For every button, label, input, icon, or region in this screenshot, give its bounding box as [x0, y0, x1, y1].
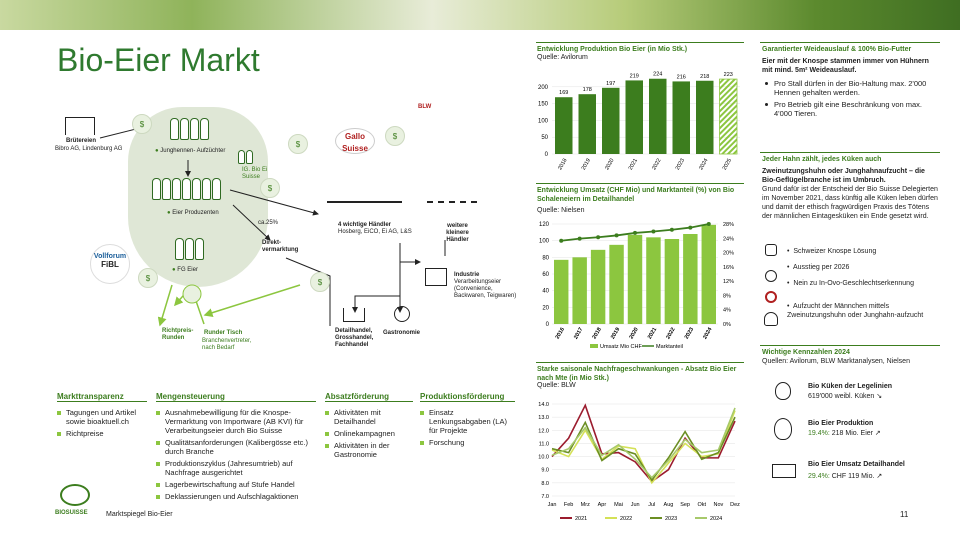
rooster-icon — [764, 312, 778, 326]
small-traders-icon — [427, 201, 477, 217]
data-point — [596, 235, 600, 239]
bar — [572, 257, 586, 324]
x-tick-label: 2018 — [557, 157, 569, 172]
chick-icon — [775, 382, 791, 400]
direct-share: ca.25% — [258, 220, 279, 226]
chart1-source: Quelle: Avilorum — [537, 54, 588, 61]
chart3-source: Quelle: BLW — [537, 382, 576, 389]
x-tick-label: 2020 — [604, 157, 616, 172]
chart1-title: Entwicklung Produktion Bio Eier (in Mio Stk.) — [537, 46, 688, 53]
kpi-source: Quellen: Avilorum, BLW Marktanalysen, Nielsen — [762, 358, 910, 365]
x-tick-label: 2018 — [591, 326, 603, 341]
y-tick-label: 13.0 — [538, 415, 549, 422]
y-tick-label: 120 — [538, 222, 549, 228]
bar — [626, 80, 644, 154]
exit-item: • Ausstieg per 2026 — [787, 264, 850, 271]
money-icon: $ — [288, 134, 308, 154]
x-tick-label: 2025 — [721, 157, 734, 172]
data-point — [633, 231, 637, 235]
seasonal-chart — [530, 394, 745, 524]
fg-icon — [175, 238, 204, 264]
pasture-list — [765, 79, 937, 121]
transparency-title: Markttransparenz — [57, 392, 124, 401]
y2-tick-label: 12% — [723, 279, 735, 286]
list-item: Pro Betrieb gilt eine Beschränkung von max. 4'000 Tieren. — [765, 100, 937, 118]
page-title: Bio-Eier Markt — [57, 42, 260, 78]
y2-tick-label: 24% — [723, 236, 735, 243]
x-tick-label: 2022 — [665, 326, 677, 341]
x-tick-label: Mrz — [580, 502, 590, 508]
pasture-title: Garantierter Weideauslauf & 100% Bio-Futter — [762, 46, 912, 53]
main-traders-sub: Hosberg, EiCO, Ei AG, L&S — [338, 229, 412, 235]
legend-label: 2024 — [710, 516, 723, 522]
rearers-icon — [170, 118, 209, 144]
forbidden-icon — [765, 291, 777, 303]
x-tick-label: Jul — [648, 502, 656, 508]
bar — [696, 81, 714, 154]
production-chart — [530, 62, 745, 177]
list-item: Aktivitäten mit Detailhandel — [325, 408, 413, 426]
x-tick-label: 2020 — [628, 326, 640, 341]
blw-logo: BLW — [418, 104, 432, 110]
y-tick-label: 40 — [542, 288, 549, 295]
y-tick-label: 8.0 — [541, 480, 549, 487]
rearers-label: ● Junghennen- Aufzüchter — [155, 148, 226, 154]
retail-label: Detailhandel, Grosshandel, Fachhandel — [335, 328, 374, 348]
list-item: Tagungen und Artikel sowie bioaktuell.ch — [57, 408, 147, 426]
industry-label: Industrie — [454, 272, 480, 278]
data-point — [651, 230, 655, 234]
x-tick-label: 2022 — [651, 157, 663, 172]
y-tick-label: 14.0 — [538, 402, 549, 408]
chart3-title: Starke saisonale Nachfrageschwankungen - Absatz Bio Eier nach Mte (in Mio Stk.) — [537, 366, 737, 382]
x-tick-label: 2016 — [554, 326, 567, 341]
biosuisse-logo — [60, 484, 90, 506]
money-icon: $ — [260, 178, 280, 198]
list-item: Einsatz Lenkungsabgaben (LA) für Projekte — [420, 408, 515, 435]
sales-list — [325, 408, 413, 462]
ig-label: IG. Bio Ei Suisse — [242, 167, 268, 180]
y-tick-label: 50 — [541, 135, 548, 142]
y-tick-label: 12.0 — [538, 428, 549, 435]
list-item: Onlinekampagnen — [325, 429, 413, 438]
hatchery-sub: Bibro AG, Lindenburg AG — [55, 146, 123, 152]
list-item: Qualitätsanforderungen (Kalibergösse etc.) durch Branche — [156, 438, 316, 456]
x-tick-label: Apr — [597, 502, 607, 508]
money-icon: $ — [385, 126, 405, 146]
data-point — [707, 222, 711, 226]
list-item: Ausnahmebewilligung für die Knospe-Vermarktung von Importware (AB KVI) für Verarbeitungseier durch Bio Suisse — [156, 408, 316, 435]
x-tick-label: Nov — [713, 502, 724, 508]
legend-label: Marktanteil — [656, 344, 683, 350]
data-label: 197 — [606, 80, 616, 87]
legend-swatch — [590, 344, 598, 348]
kpi3-value: 29.4%: CHF 119 Mio. ↗ — [808, 473, 883, 480]
main-traders-icon — [327, 201, 402, 217]
money-icon: $ — [310, 272, 330, 292]
data-point — [688, 226, 692, 230]
clock-icon — [765, 270, 777, 282]
bar — [720, 79, 738, 154]
bar — [702, 225, 716, 324]
y-tick-label: 20 — [542, 305, 549, 312]
data-label: 219 — [629, 73, 639, 80]
volume-title: Mengensteuerung — [156, 392, 225, 401]
legend-label: 2022 — [620, 516, 633, 522]
kpi3-title: Bio Eier Umsatz Detailhandel — [808, 461, 905, 468]
gastro-icon — [394, 306, 410, 322]
gastro-label: Gastronomie — [383, 330, 421, 336]
industry-sub: Verarbeitungseier (Convenience, Backwaren, Teigwaren) — [454, 279, 517, 299]
y-tick-label: 0 — [544, 152, 548, 158]
logo-text: BIOSUISSE — [55, 510, 88, 516]
direct-marketing-label: Direkt- vermarktung — [262, 240, 299, 253]
small-traders-label: weitere kleinere Händler — [446, 223, 469, 243]
round-table-label: Runder Tisch — [204, 330, 243, 336]
list-item: Pro Stall dürfen in der Bio-Haltung max. 2'000 Hennen gehalten werden. — [765, 79, 937, 97]
y-tick-label: 60 — [542, 272, 549, 278]
y-tick-label: 200 — [537, 84, 548, 91]
y2-tick-label: 0% — [723, 322, 731, 328]
in-ovo-item: • Nein zu In-Ovo-Geschlechtserkennung — [787, 280, 914, 287]
page-number: 11 — [900, 510, 909, 519]
kpi1-title: Bio Küken der Legelinien — [808, 383, 893, 390]
sales-title: Absatzförderung — [325, 392, 389, 401]
y2-tick-label: 20% — [723, 250, 735, 257]
data-point — [670, 228, 674, 232]
hatchery-icon — [65, 117, 95, 135]
hatchery-label: Brütereien — [66, 138, 97, 144]
chick-text: Grund dafür ist der Entscheid der Bio Suisse Delegierten im November 2021, dass künftig alle Küken leben dürfen und damit der ethisch fragwürdigen Praxis des Tötens der männlichen Eintagesküken ein Ende gesetzt wird. — [762, 186, 938, 220]
y2-tick-label: 16% — [723, 264, 735, 271]
knospe-icon — [765, 244, 777, 256]
chart2-title: Entwicklung Umsatz (CHF Mio) und Marktanteil (%) von Bio Schaleneiern im Detailhandel — [537, 187, 735, 203]
data-point — [615, 233, 619, 237]
legend-label: 2021 — [575, 516, 588, 522]
legend-label: Umsatz Mio CHF — [600, 344, 642, 350]
x-tick-label: Feb — [563, 502, 574, 508]
retail-icon — [343, 308, 365, 322]
egg-icon — [774, 418, 792, 440]
kpi2-value: 19.4%: 218 Mio. Eier ↗ — [808, 430, 881, 437]
round-table-sub: Branchenvertreter, nach Bedarf — [202, 338, 252, 351]
y-tick-label: 100 — [538, 238, 549, 245]
producers-label: ● Eier Produzenten — [167, 210, 219, 216]
revenue-chart — [530, 216, 745, 356]
bar — [555, 97, 573, 154]
x-tick-label: 2021 — [646, 326, 659, 341]
y-tick-label: 0 — [545, 322, 549, 328]
solution-item: • Schweizer Knospe Lösung — [787, 248, 877, 255]
kpi1-value: 619'000 weibl. Küken ↘ — [808, 393, 883, 400]
pasture-lead: Eier mit der Knospe stammen immer von Hühnern mit mind. 5m² Weideauslauf. — [762, 58, 929, 74]
money-icon: $ — [132, 114, 152, 134]
list-item: Produktionszyklus (Jahresumtrieb) auf Nachfrage ausgerichtet — [156, 459, 316, 477]
x-tick-label: Okt — [697, 502, 707, 508]
y2-tick-label: 28% — [723, 222, 735, 228]
bar — [683, 234, 697, 324]
data-label: 218 — [700, 73, 710, 80]
y-tick-label: 7.0 — [541, 494, 549, 500]
bar — [649, 79, 667, 154]
production-list — [420, 408, 515, 450]
bar — [609, 245, 623, 324]
x-tick-label: 2021 — [627, 157, 640, 172]
bar — [646, 237, 660, 324]
data-point — [559, 239, 563, 243]
chick-lead: Zweinutzungshuhn oder Junghahnaufzucht – die Bio-Geflügelbranche ist im Umbruch. — [762, 168, 925, 184]
y-tick-label: 100 — [537, 118, 548, 125]
legend-label: 2023 — [665, 516, 678, 522]
y-tick-label: 11.0 — [538, 441, 549, 448]
y2-tick-label: 4% — [723, 307, 731, 314]
data-label: 216 — [676, 74, 686, 81]
x-tick-label: Dez — [730, 502, 740, 508]
list-item: Richtpreise — [57, 429, 147, 438]
y2-tick-label: 8% — [723, 293, 731, 300]
list-item: Lagerbewirtschaftung auf Stufe Handel — [156, 480, 316, 489]
banknote-icon — [772, 464, 796, 478]
y-tick-label: 10.0 — [538, 454, 549, 461]
y-tick-label: 150 — [537, 101, 548, 108]
bar — [591, 250, 605, 324]
x-tick-label: 2024 — [702, 326, 714, 341]
bar — [665, 239, 679, 324]
production-title: Produktionsförderung — [420, 392, 505, 401]
y-tick-label: 9.0 — [541, 467, 549, 474]
rearing-item: • Aufzucht der Männchen mittels Zweinutzungshuhn oder Junghahn-aufzucht — [787, 303, 924, 319]
producers-icon — [152, 178, 221, 204]
x-tick-label: 2017 — [573, 326, 585, 341]
x-tick-label: 2024 — [698, 157, 710, 172]
x-tick-label: 2019 — [610, 326, 622, 341]
main-traders-label: 4 wichtige Händler — [338, 222, 392, 228]
data-label: 178 — [582, 87, 592, 94]
money-icon: $ — [138, 268, 158, 288]
chick-title: Jeder Hahn zählt, jedes Küken auch — [762, 156, 882, 163]
price-rounds-label: Richtpreis- Runden — [162, 328, 194, 341]
x-tick-label: Sep — [680, 502, 690, 508]
volume-list — [156, 408, 316, 504]
footer-text: Marktspiegel Bio-Eier — [106, 511, 173, 518]
fg-label: ● FG Eier — [172, 267, 198, 273]
data-point — [578, 237, 582, 241]
list-item: Aktivitäten in der Gastronomie — [325, 441, 413, 459]
x-tick-label: 2023 — [674, 157, 687, 172]
bar — [602, 88, 620, 154]
x-tick-label: 2023 — [683, 326, 696, 341]
industry-icon — [425, 268, 447, 286]
kpi2-title: Bio Eier Produktion — [808, 420, 874, 427]
transparency-list — [57, 408, 147, 441]
data-label: 169 — [559, 90, 569, 97]
x-tick-label: Mai — [614, 502, 623, 508]
x-tick-label: Jun — [630, 502, 640, 508]
y-tick-label: 80 — [542, 255, 549, 262]
bar — [554, 260, 568, 324]
chart2-source: Quelle: Nielsen — [537, 207, 585, 214]
x-tick-label: Jan — [547, 502, 557, 508]
gallo-suisse-logo: Gallo Suisse — [335, 128, 375, 154]
vollforum-logo: Vollforum FiBL — [90, 244, 130, 284]
bar — [628, 235, 642, 324]
list-item: Forschung — [420, 438, 515, 447]
data-label: 224 — [653, 71, 663, 78]
x-tick-label: Aug — [663, 502, 674, 508]
list-item: Deklassierungen und Aufschlagaktionen — [156, 492, 316, 501]
x-tick-label: 2019 — [580, 157, 593, 172]
kpi-title: Wichtige Kennzahlen 2024 — [762, 349, 850, 356]
data-label: 223 — [723, 72, 733, 79]
bar — [579, 94, 597, 154]
bar — [673, 81, 691, 154]
